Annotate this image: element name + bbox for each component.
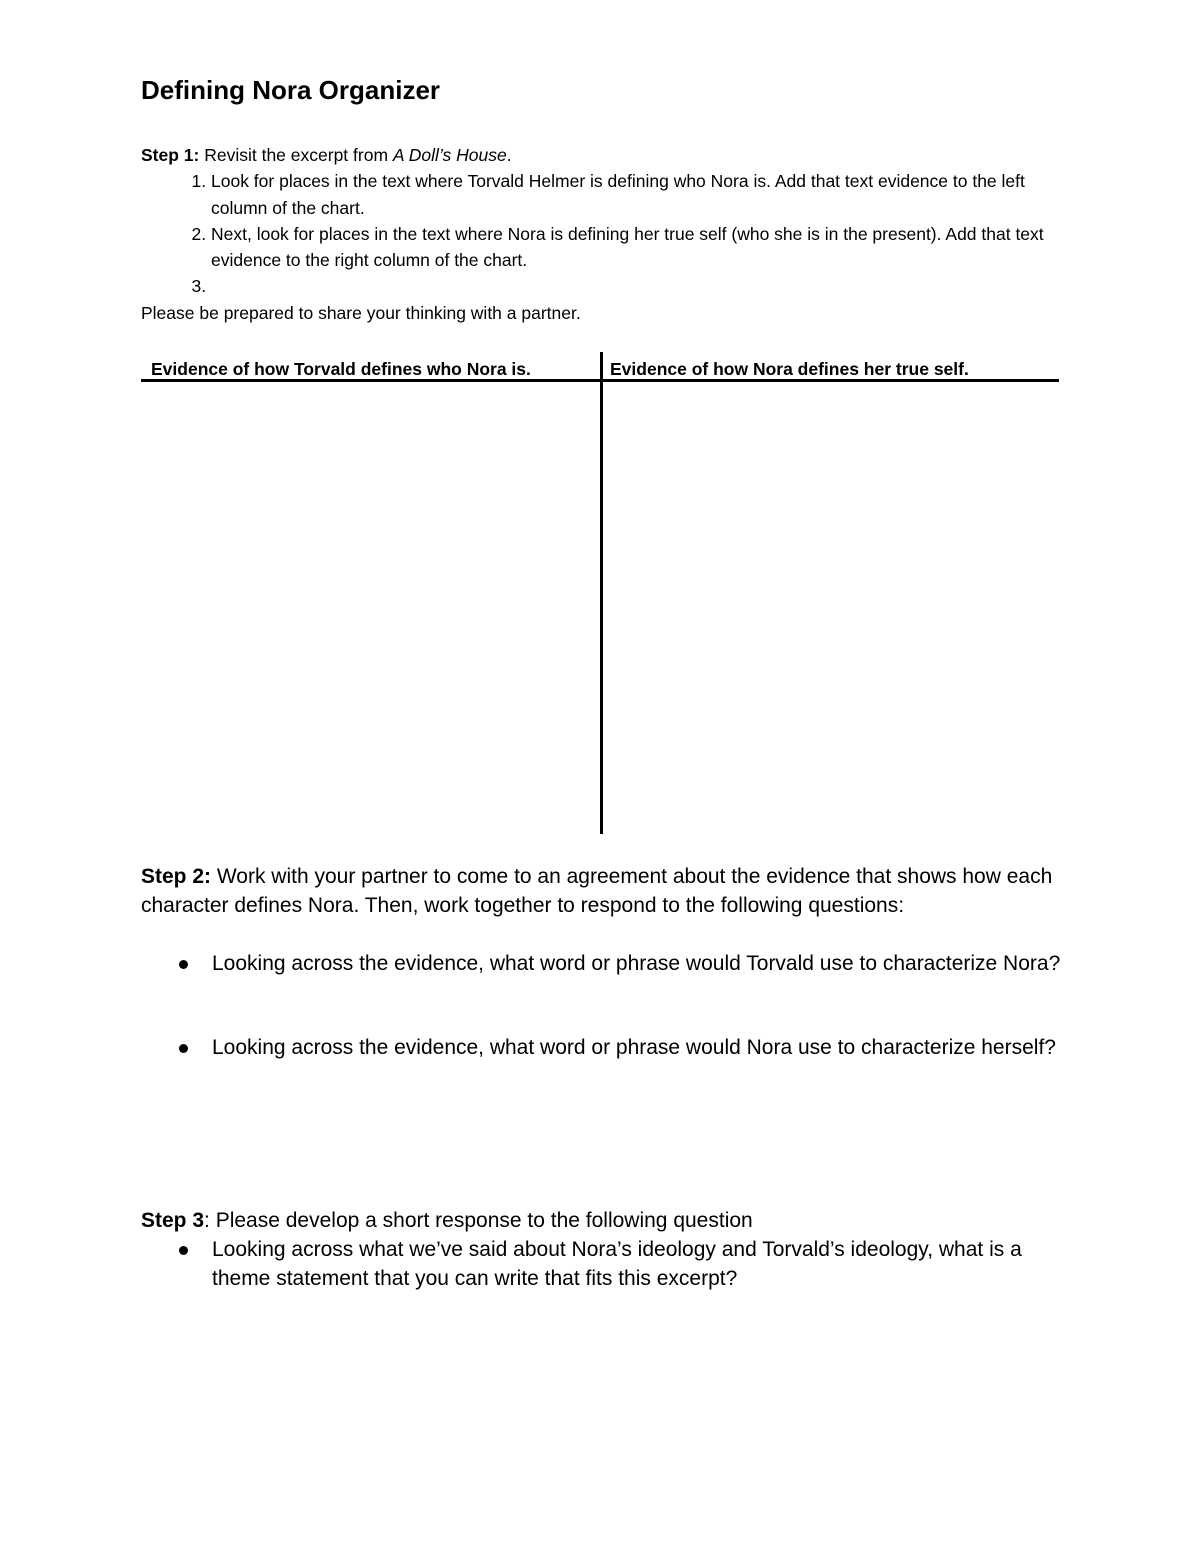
step-3-label: Step 3 — [141, 1209, 205, 1232]
question-text: Looking across the evidence, what word or phrase would Nora use to characterize herself? — [212, 1036, 1056, 1059]
question-text: Looking across the evidence, what word or phrase would Torvald use to characterize Nora? — [212, 952, 1061, 975]
instruction-item — [211, 273, 1071, 299]
question-item — [141, 1235, 1071, 1293]
bullet-icon — [179, 1246, 188, 1255]
step-3-questions — [141, 1235, 1071, 1293]
instruction-item: 1. Look for places in the text where Torvald Helmer is defining who Nora is. Add that text evidence to the left column of the chart. — [211, 168, 1071, 221]
torvald-evidence-area[interactable] — [141, 383, 599, 833]
left-column-header: Evidence of how Torvald defines who Nora is. — [151, 359, 531, 379]
nora-evidence-area[interactable] — [604, 383, 1059, 833]
chart-column-divider — [600, 352, 603, 834]
work-title: A Doll’s House — [392, 145, 507, 165]
t-chart — [141, 352, 1059, 834]
step-1-closing: Please be prepared to share your thinking with a partner. — [141, 302, 581, 323]
step-2-label: Step 2: — [141, 865, 212, 888]
step-2-questions — [141, 949, 1071, 1062]
bullet-icon — [179, 1044, 188, 1053]
step-1-intro-end: . — [506, 145, 512, 165]
page-title: Defining Nora Organizer — [141, 75, 441, 105]
question-item — [141, 949, 1071, 978]
step-2-intro — [141, 862, 1071, 920]
step-1-section — [141, 142, 1071, 326]
question-text: Looking across what we’ve said about Nora’s ideology and Torvald’s ideology, what is a theme statement that you can write that fits this excerpt? — [212, 1238, 1022, 1290]
question-item — [141, 1033, 1071, 1062]
right-column-header: Evidence of how Nora defines her true self. — [610, 359, 969, 379]
step-1-instructions — [141, 168, 1071, 299]
step-1-intro — [141, 142, 1071, 168]
step-1-intro-text: Revisit the excerpt from — [199, 145, 393, 165]
step-2-section — [141, 862, 1071, 1062]
instruction-item: 2. Next, look for places in the text where Nora is defining her true self (who she is in the present). Add that text evidence to the right column of the chart. — [211, 221, 1071, 274]
step-1-label: Step 1: — [141, 145, 200, 165]
step-3-section — [141, 1206, 1071, 1293]
step-3-text: : Please develop a short response to the following question — [204, 1209, 753, 1232]
step-2-text: Work with your partner to come to an agreement about the evidence that shows how each character defines Nora. Then, work together to respond to the following questions: — [141, 865, 1053, 917]
bullet-icon — [179, 960, 188, 969]
step-3-intro — [141, 1206, 1071, 1235]
